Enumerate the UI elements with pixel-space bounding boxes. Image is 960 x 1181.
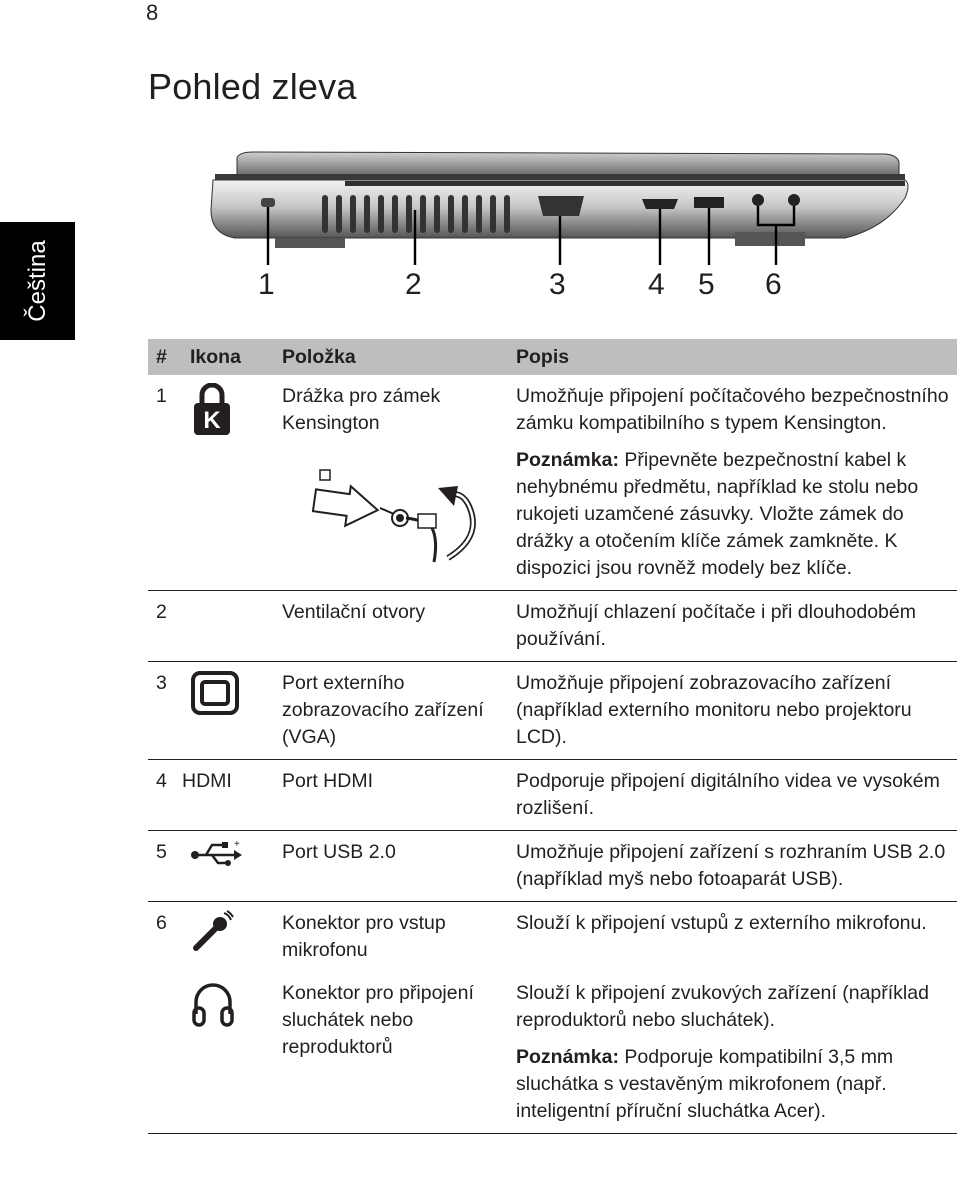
row-item: Ventilační otvory [274,591,508,662]
ports-table [148,339,957,1134]
callout-4: 4 [648,268,665,301]
table-row [148,972,957,1134]
row-num: 6 [156,912,167,934]
side-tab-label: Čeština [23,240,51,322]
kensington-lock-illustration [308,466,496,566]
row-desc-cell [508,375,957,591]
note-text: Připevněte bezpečnostní kabel k nehybnému předmětu, například ke stolu nebo rukojeti uzamčené zásuvky. Vložte zámek do drážky a otočením klíče zámek zamkněte. K dispozici jsou rovněž modely bez klíče. [516,449,919,579]
callout-1: 1 [258,268,275,301]
row-item: Port externího zobrazovacího zařízení (VGA) [274,662,508,760]
row-icon-cell [182,972,274,1134]
callout-2: 2 [405,268,422,301]
callout-3: 3 [549,268,566,301]
mic-jack [752,194,764,206]
callout-5: 5 [698,268,715,301]
row-num: 5 [148,831,182,902]
row-icon-cell [182,591,274,662]
headphones-icon [190,980,236,1028]
microphone-icon [190,910,234,954]
row-desc: Umožňuje připojení zařízení s rozhraním USB 2.0 (například myš nebo fotoaparát USB). [508,831,957,902]
header-desc: Popis [508,339,957,375]
usb-icon [190,839,242,867]
page-title: Pohled zleva [148,66,357,107]
table-row [148,591,957,662]
header-icon: Ikona [182,339,274,375]
row-num: 2 [148,591,182,662]
row-icon-cell [182,662,274,760]
row-num [148,972,182,1134]
row-num: 1 [148,375,182,591]
svg-text:+: + [234,839,240,850]
row-note [516,447,953,582]
row-num: 3 [148,662,182,760]
table-header-row [148,339,957,375]
row-desc: Umožňuje připojení počítačového bezpečnostního zámku kompatibilního s typem Kensington. [516,385,949,434]
kensington-lock-icon [190,383,234,437]
row-desc: Slouží k připojení vstupů z externího mikrofonu. [516,912,927,934]
laptop-left-side-illustration [205,150,917,270]
row-icon-cell [182,902,274,973]
headphone-jack [788,194,800,206]
table-row [148,760,957,831]
row-note [516,1044,953,1125]
callout-6: 6 [765,268,782,301]
row-desc: Umožňuje připojení zobrazovacího zařízení (například externího monitoru nebo projektoru LCD). [508,662,957,760]
svg-text:K: K [203,407,221,434]
row-desc: Slouží k připojení zvukových zařízení (například reproduktorů nebo sluchátek). [516,982,929,1031]
row-desc-cell [508,972,957,1134]
table-row [148,662,957,760]
row-desc: Umožňují chlazení počítače i při dlouhodobém používání. [508,591,957,662]
note-label: Poznámka: [516,1046,619,1068]
row-item: Konektor pro vstup mikrofonu [282,912,446,961]
table-row [148,902,957,973]
hdmi-port [642,199,678,209]
row-item: Konektor pro připojení sluchátek nebo reproduktorů [274,972,508,1134]
header-num: # [148,339,182,375]
header-item: Položka [274,339,508,375]
kensington-slot [261,198,275,207]
language-side-tab [0,222,75,340]
usb-port [694,197,724,208]
row-icon-cell [182,375,274,591]
row-desc: Podporuje připojení digitálního videa ve vysokém rozlišení. [508,760,957,831]
row-item: Port USB 2.0 [274,831,508,902]
page-number: 8 [146,0,159,25]
vga-port [538,196,584,216]
note-label: Poznámka: [516,449,619,471]
row-icon-cell [182,831,274,902]
vga-port-icon [190,670,240,716]
table-row [148,831,957,902]
note-text: Podporuje kompatibilní 3,5 mm sluchátka s vestavěným mikrofonem (např. inteligentní příruční sluchátka Acer). [516,1046,894,1122]
row-item: Port HDMI [274,760,508,831]
table-row [148,375,957,591]
row-item: Drážka pro zámek Kensington [274,375,508,591]
hdmi-icon-text: HDMI [182,760,274,831]
row-num: 4 [148,760,182,831]
